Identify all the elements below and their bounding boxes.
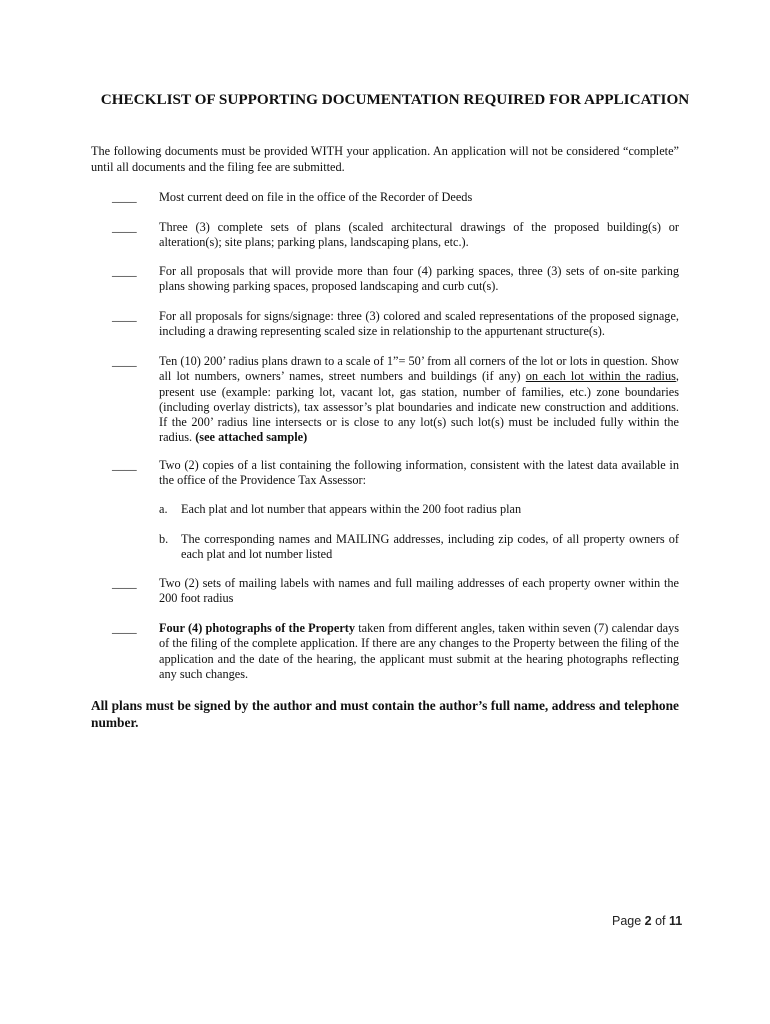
page-number-footer [612,914,682,928]
checkbox-blank-line: ____ [112,190,137,204]
checklist-item-text [159,354,679,446]
of-word: of [651,914,669,928]
sub-item-text: The corresponding names and MAILING addresses, including zip codes, of all property owners of each plat and lot number listed [181,532,679,562]
checklist-item-text: Most current deed on file in the office of the Recorder of Deeds [159,190,473,204]
checkbox-blank-line: ____ [112,621,137,635]
closing-statement: All plans must be signed by the author and must contain the author’s full name, address and telephone number. [91,698,679,730]
radius-plans-text-a: Ten (10) 200’ radius plans drawn to a scale of 1”= 50’ from all corners of the lot or lots in question. Show all lot numbers, owners’ names, street numbers and buildings (if any) [159,354,679,384]
checkbox-blank-line: ____ [112,458,137,472]
checklist-item-text: Two (2) copies of a list containing the following information, consistent with the latest data available in the office of the Providence Tax Assessor: [159,458,679,488]
checkbox-blank-line: ____ [112,220,137,234]
see-attached-sample: (see attached sample) [195,430,308,445]
page-word: Page [612,914,645,928]
checkbox-blank-line: ____ [112,309,137,323]
checklist-item-text: For all proposals for signs/signage: three (3) colored and scaled representations of the proposed signage, including a drawing representing scaled size in relationship to the appurtenant structure(s). [159,309,679,339]
checkbox-blank-line: ____ [112,354,137,368]
checklist-item-text [159,621,679,682]
photographs-bold-text: Four (4) photographs of the Property [159,621,356,635]
checklist-item-text: Two (2) sets of mailing labels with names and full mailing addresses of each property owner within the 200 foot radius [159,576,679,606]
total-pages-number: 11 [669,914,683,928]
sub-item-letter: b. [159,532,169,546]
checkbox-blank-line: ____ [112,576,137,590]
checklist-item-text: Three (3) complete sets of plans (scaled architectural drawings of the proposed building(s) or alteration(s); site plans; parking plans, landscaping plans, etc.). [159,220,679,250]
sub-item-letter: a. [159,502,168,516]
intro-paragraph: The following documents must be provided WITH your application. An application will not be considered “complete” until all documents and the filing fee are submitted. [91,144,679,174]
radius-plans-text-b: , present use (example: parking lot, vacant lot, gas station, number of families, etc.) zone boundaries (including overlay districts), tax assessor’s plat boundaries and indicate new construction and additions. If the 200’ radius line intersects or is close to any lot(s) such lot(s) must be included fully within the radius. [159,369,679,445]
photographs-rest-text: taken from different angles, taken within seven (7) calendar days of the filing of the complete application. If there are any changes to the Property between the filing of the application and the date of the hearing, the applicant must submit at the hearing photographs reflecting any such changes. [159,621,679,681]
checkbox-blank-line: ____ [112,264,137,278]
sub-item-text: Each plat and lot number that appears within the 200 foot radius plan [181,502,522,516]
checklist-item-text: For all proposals that will provide more than four (4) parking spaces, three (3) sets of on-site parking plans showing parking spaces, proposed landscaping and curb cut(s). [159,264,679,294]
current-page-number: 2 [644,914,652,928]
radius-plans-underlined-text: on each lot within the radius [525,369,676,384]
page-title: CHECKLIST OF SUPPORTING DOCUMENTATION REQUIRED FOR APPLICATION [100,91,690,108]
